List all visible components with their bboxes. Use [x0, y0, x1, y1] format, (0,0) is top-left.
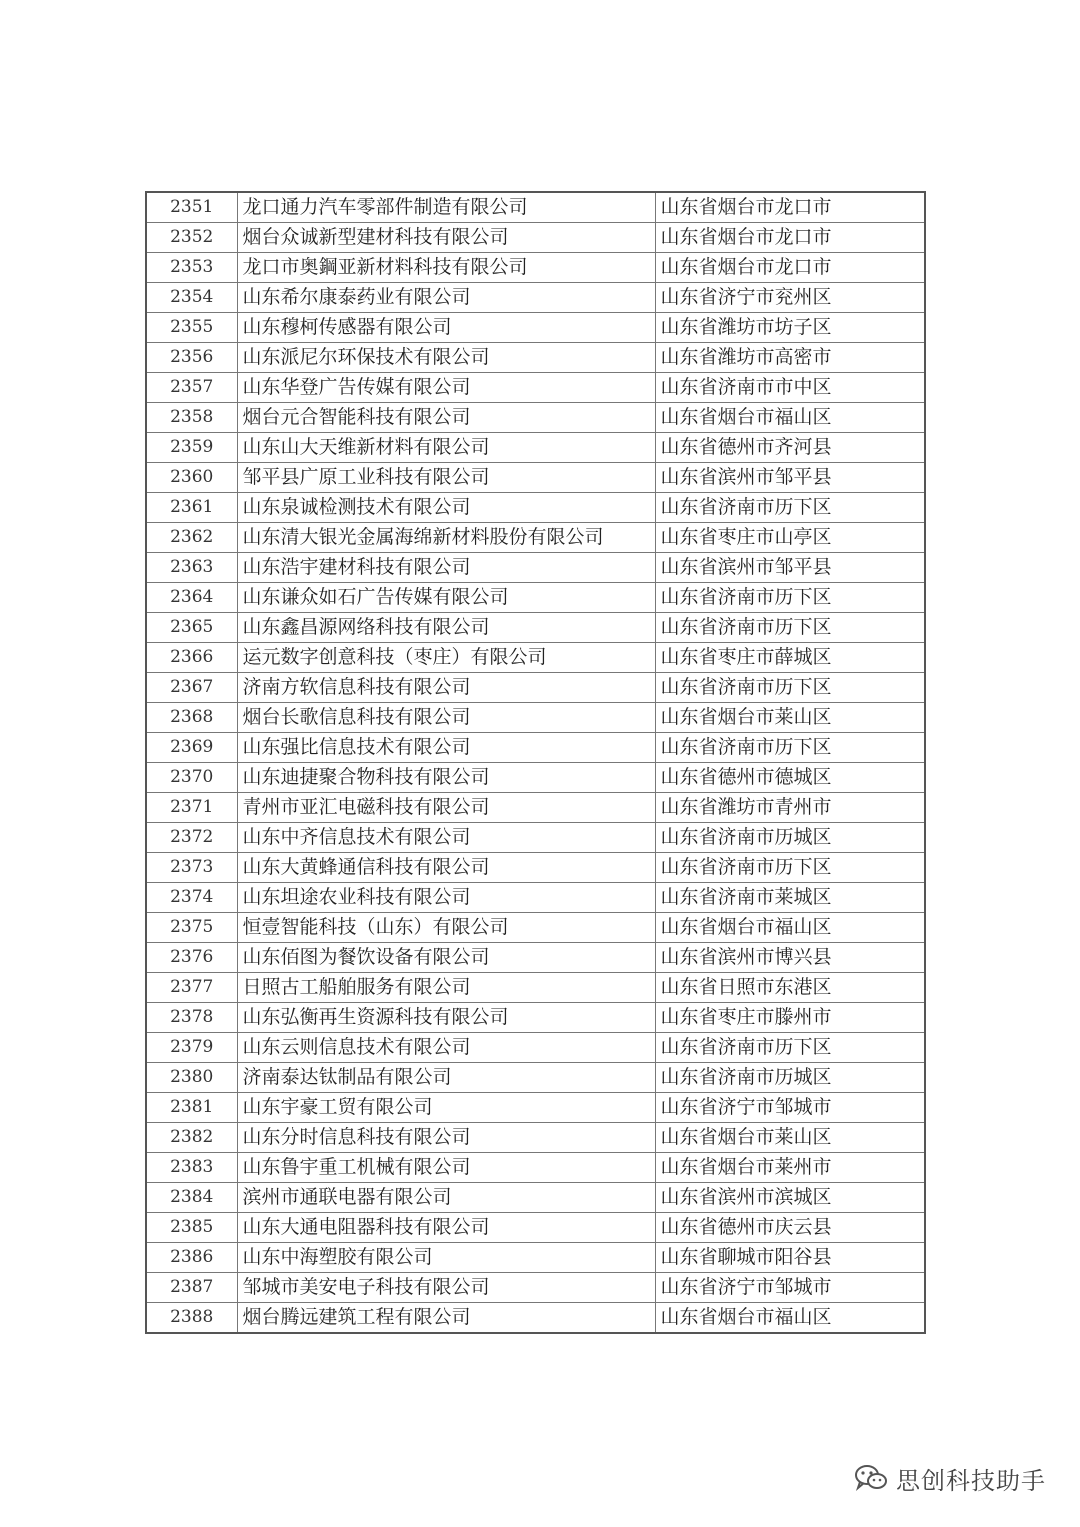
region-cell: 山东省济南市历城区 — [655, 1063, 925, 1093]
company-name-cell: 山东大通电阻器科技有限公司 — [237, 1213, 655, 1243]
region-cell: 山东省滨州市邹平县 — [655, 463, 925, 493]
region-cell: 山东省济宁市兖州区 — [655, 283, 925, 313]
company-name-cell: 山东希尔康泰药业有限公司 — [237, 283, 655, 313]
company-name-cell: 山东穆柯传感器有限公司 — [237, 313, 655, 343]
row-number-cell: 2377 — [146, 973, 237, 1003]
region-cell: 山东省济南市市中区 — [655, 373, 925, 403]
row-number-cell: 2355 — [146, 313, 237, 343]
region-cell: 山东省烟台市福山区 — [655, 913, 925, 943]
row-number-cell: 2366 — [146, 643, 237, 673]
row-number-cell: 2371 — [146, 793, 237, 823]
row-number-cell: 2387 — [146, 1273, 237, 1303]
row-number-cell: 2383 — [146, 1153, 237, 1183]
company-name-cell: 山东迪捷聚合物科技有限公司 — [237, 763, 655, 793]
company-name-cell: 烟台腾远建筑工程有限公司 — [237, 1303, 655, 1334]
company-name-cell: 山东坦途农业科技有限公司 — [237, 883, 655, 913]
table-row — [146, 373, 925, 403]
table-row — [146, 853, 925, 883]
table-row — [146, 493, 925, 523]
region-cell: 山东省滨州市滨城区 — [655, 1183, 925, 1213]
company-name-cell: 山东泉诚检测技术有限公司 — [237, 493, 655, 523]
row-number-cell: 2368 — [146, 703, 237, 733]
table-row — [146, 763, 925, 793]
table-row — [146, 433, 925, 463]
row-number-cell: 2352 — [146, 223, 237, 253]
company-name-cell: 山东中海塑胶有限公司 — [237, 1243, 655, 1273]
row-number-cell: 2374 — [146, 883, 237, 913]
table-row — [146, 703, 925, 733]
company-name-cell: 邹平县广原工业科技有限公司 — [237, 463, 655, 493]
company-name-cell: 龙口市奥鋼亚新材料科技有限公司 — [237, 253, 655, 283]
row-number-cell: 2386 — [146, 1243, 237, 1273]
table-row — [146, 793, 925, 823]
row-number-cell: 2378 — [146, 1003, 237, 1033]
region-cell: 山东省烟台市莱州市 — [655, 1153, 925, 1183]
region-cell: 山东省烟台市福山区 — [655, 403, 925, 433]
company-name-cell: 山东弘衡再生资源科技有限公司 — [237, 1003, 655, 1033]
row-number-cell: 2363 — [146, 553, 237, 583]
row-number-cell: 2353 — [146, 253, 237, 283]
region-cell: 山东省济南市历城区 — [655, 823, 925, 853]
table-row — [146, 313, 925, 343]
region-cell: 山东省滨州市邹平县 — [655, 553, 925, 583]
region-cell: 山东省济宁市邹城市 — [655, 1273, 925, 1303]
table-row — [146, 1123, 925, 1153]
region-cell: 山东省烟台市龙口市 — [655, 223, 925, 253]
table-row — [146, 403, 925, 433]
row-number-cell: 2365 — [146, 613, 237, 643]
company-name-cell: 山东云则信息技术有限公司 — [237, 1033, 655, 1063]
company-name-cell: 日照古工船舶服务有限公司 — [237, 973, 655, 1003]
region-cell: 山东省济南市历下区 — [655, 493, 925, 523]
table-row — [146, 1303, 925, 1334]
region-cell: 山东省烟台市莱山区 — [655, 703, 925, 733]
company-name-cell: 山东大黄蜂通信科技有限公司 — [237, 853, 655, 883]
region-cell: 山东省烟台市龙口市 — [655, 192, 925, 223]
table-row — [146, 343, 925, 373]
company-name-cell: 山东鲁宇重工机械有限公司 — [237, 1153, 655, 1183]
row-number-cell: 2376 — [146, 943, 237, 973]
region-cell: 山东省德州市庆云县 — [655, 1213, 925, 1243]
wechat-icon — [854, 1464, 888, 1492]
region-cell: 山东省济南市历下区 — [655, 673, 925, 703]
region-cell: 山东省日照市东港区 — [655, 973, 925, 1003]
company-name-cell: 青州市亚汇电磁科技有限公司 — [237, 793, 655, 823]
company-name-cell: 烟台长歌信息科技有限公司 — [237, 703, 655, 733]
table-row — [146, 192, 925, 223]
table-row — [146, 733, 925, 763]
row-number-cell: 2360 — [146, 463, 237, 493]
company-name-cell: 烟台元合智能科技有限公司 — [237, 403, 655, 433]
table-row — [146, 253, 925, 283]
region-cell: 山东省济南市历下区 — [655, 583, 925, 613]
company-name-cell: 山东佰图为餐饮设备有限公司 — [237, 943, 655, 973]
row-number-cell: 2361 — [146, 493, 237, 523]
region-cell: 山东省济南市历下区 — [655, 733, 925, 763]
table-row — [146, 643, 925, 673]
table-row — [146, 913, 925, 943]
company-name-cell: 运元数字创意科技（枣庄）有限公司 — [237, 643, 655, 673]
row-number-cell: 2367 — [146, 673, 237, 703]
region-cell: 山东省烟台市龙口市 — [655, 253, 925, 283]
company-name-cell: 济南泰达钛制品有限公司 — [237, 1063, 655, 1093]
company-name-cell: 滨州市通联电器有限公司 — [237, 1183, 655, 1213]
region-cell: 山东省济南市历下区 — [655, 613, 925, 643]
row-number-cell: 2364 — [146, 583, 237, 613]
row-number-cell: 2369 — [146, 733, 237, 763]
watermark-text: 思创科技助手 — [896, 1466, 1046, 1495]
company-name-cell: 山东鑫昌源网络科技有限公司 — [237, 613, 655, 643]
region-cell: 山东省德州市德城区 — [655, 763, 925, 793]
region-cell: 山东省济南市历下区 — [655, 853, 925, 883]
table-row — [146, 523, 925, 553]
company-name-cell: 山东谦众如石广告传媒有限公司 — [237, 583, 655, 613]
company-name-cell: 山东山大天维新材料有限公司 — [237, 433, 655, 463]
company-name-cell: 邹城市美安电子科技有限公司 — [237, 1273, 655, 1303]
company-name-cell: 济南方软信息科技有限公司 — [237, 673, 655, 703]
table-row — [146, 1183, 925, 1213]
table-row — [146, 1213, 925, 1243]
table-row — [146, 673, 925, 703]
company-name-cell: 山东华登广告传媒有限公司 — [237, 373, 655, 403]
table-row — [146, 1003, 925, 1033]
row-number-cell: 2382 — [146, 1123, 237, 1153]
table-row — [146, 283, 925, 313]
table-row — [146, 223, 925, 253]
region-cell: 山东省潍坊市坊子区 — [655, 313, 925, 343]
row-number-cell: 2357 — [146, 373, 237, 403]
company-name-cell: 山东派尼尔环保技术有限公司 — [237, 343, 655, 373]
table-row — [146, 553, 925, 583]
company-name-cell: 山东强比信息技术有限公司 — [237, 733, 655, 763]
region-cell: 山东省聊城市阳谷县 — [655, 1243, 925, 1273]
row-number-cell: 2379 — [146, 1033, 237, 1063]
region-cell: 山东省潍坊市青州市 — [655, 793, 925, 823]
table-row — [146, 1063, 925, 1093]
row-number-cell: 2373 — [146, 853, 237, 883]
row-number-cell: 2359 — [146, 433, 237, 463]
region-cell: 山东省济宁市邹城市 — [655, 1093, 925, 1123]
company-name-cell: 山东分时信息科技有限公司 — [237, 1123, 655, 1153]
table-row — [146, 613, 925, 643]
row-number-cell: 2362 — [146, 523, 237, 553]
table-row — [146, 1153, 925, 1183]
table-row — [146, 583, 925, 613]
region-cell: 山东省枣庄市山亭区 — [655, 523, 925, 553]
table-row — [146, 973, 925, 1003]
table-row — [146, 1243, 925, 1273]
region-cell: 山东省滨州市博兴县 — [655, 943, 925, 973]
company-name-cell: 山东浩宇建材科技有限公司 — [237, 553, 655, 583]
row-number-cell: 2388 — [146, 1303, 237, 1334]
region-cell: 山东省德州市齐河县 — [655, 433, 925, 463]
table-row — [146, 1273, 925, 1303]
row-number-cell: 2351 — [146, 192, 237, 223]
region-cell: 山东省枣庄市薛城区 — [655, 643, 925, 673]
row-number-cell: 2385 — [146, 1213, 237, 1243]
table-row — [146, 463, 925, 493]
company-name-cell: 山东清大银光金属海绵新材料股份有限公司 — [237, 523, 655, 553]
row-number-cell: 2381 — [146, 1093, 237, 1123]
row-number-cell: 2356 — [146, 343, 237, 373]
region-cell: 山东省济南市历下区 — [655, 1033, 925, 1063]
company-list-table — [145, 191, 926, 1334]
row-number-cell: 2354 — [146, 283, 237, 313]
row-number-cell: 2358 — [146, 403, 237, 433]
table-body — [146, 192, 925, 1333]
row-number-cell: 2375 — [146, 913, 237, 943]
region-cell: 山东省烟台市莱山区 — [655, 1123, 925, 1153]
row-number-cell: 2384 — [146, 1183, 237, 1213]
company-name-cell: 恒壹智能科技（山东）有限公司 — [237, 913, 655, 943]
company-name-cell: 山东中齐信息技术有限公司 — [237, 823, 655, 853]
table-row — [146, 1093, 925, 1123]
company-name-cell: 烟台众诚新型建材科技有限公司 — [237, 223, 655, 253]
table-row — [146, 883, 925, 913]
row-number-cell: 2370 — [146, 763, 237, 793]
table-row — [146, 943, 925, 973]
table-row — [146, 1033, 925, 1063]
company-name-cell: 山东宇豪工贸有限公司 — [237, 1093, 655, 1123]
region-cell: 山东省济南市莱城区 — [655, 883, 925, 913]
region-cell: 山东省枣庄市滕州市 — [655, 1003, 925, 1033]
row-number-cell: 2380 — [146, 1063, 237, 1093]
table-row — [146, 823, 925, 853]
company-name-cell: 龙口通力汽车零部件制造有限公司 — [237, 192, 655, 223]
region-cell: 山东省潍坊市高密市 — [655, 343, 925, 373]
row-number-cell: 2372 — [146, 823, 237, 853]
region-cell: 山东省烟台市福山区 — [655, 1303, 925, 1334]
watermark — [854, 1458, 1046, 1498]
